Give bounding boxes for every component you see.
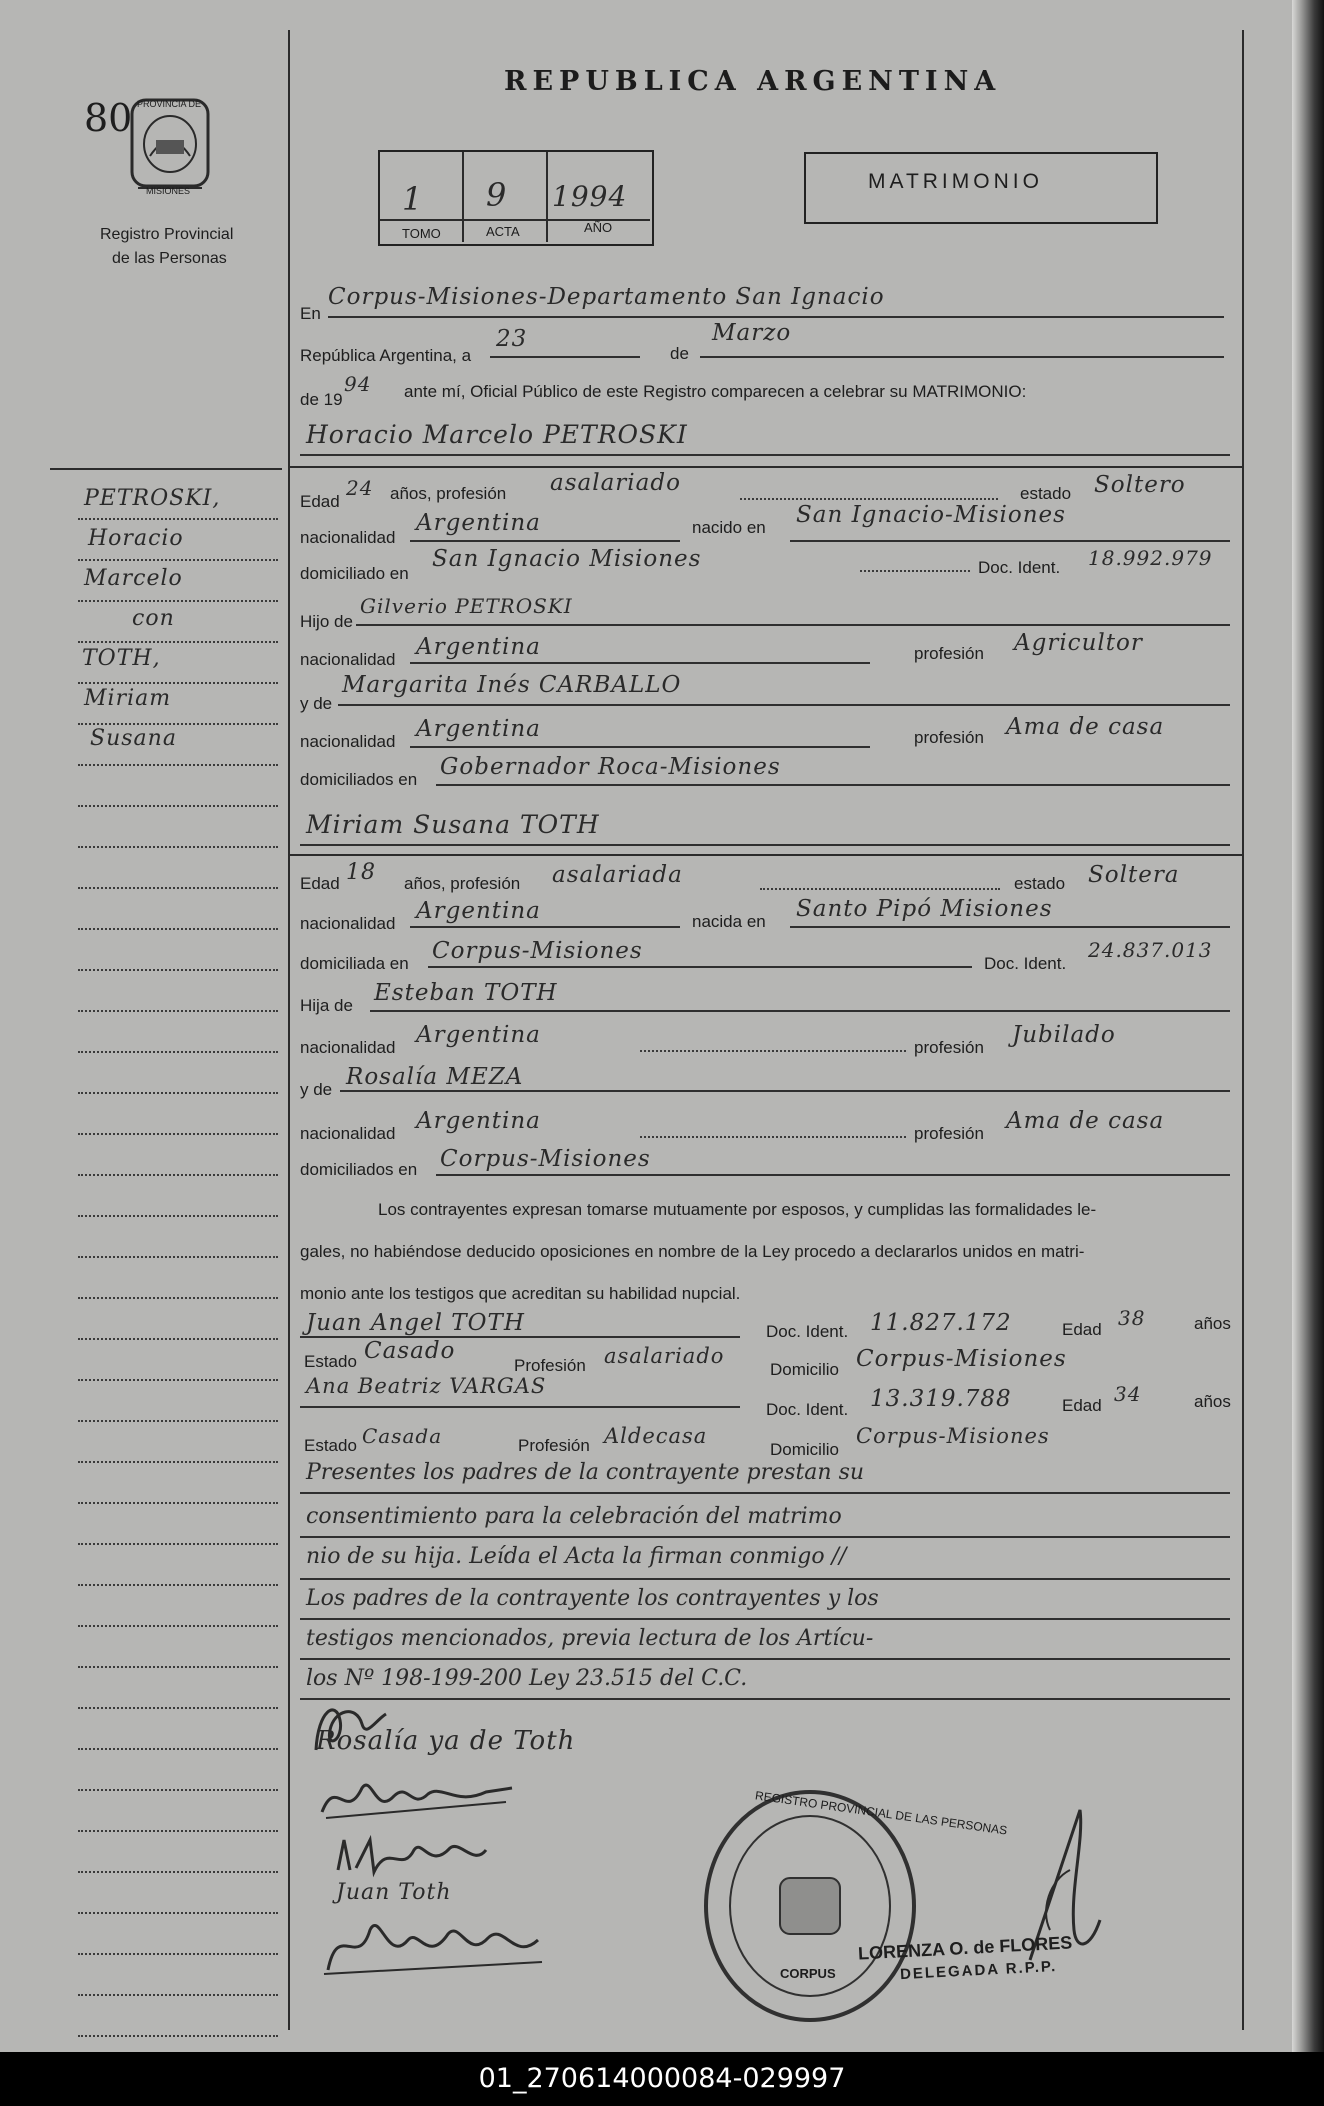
underline [410, 926, 680, 928]
underline [300, 454, 1230, 456]
groom-estado: Soltero [1094, 472, 1186, 498]
bride-mother-prof: Ama de casa [1006, 1108, 1165, 1134]
bride-mother: Rosalía MEZA [346, 1064, 524, 1090]
witness1-edad-label: Edad [1062, 1320, 1102, 1339]
groom-nacionalidad: Argentina [416, 510, 541, 536]
bride-father-prof-label: profesión [914, 1038, 984, 1057]
groom-mother-nac: Argentina [416, 716, 541, 742]
bride-profesion-label: años, profesión [404, 874, 521, 893]
margin-name-1: PETROSKI, [84, 486, 221, 511]
dotted-fill [640, 1136, 906, 1138]
declaration-line1: Los contrayentes expresan tomarse mutuamente por esposos, y cumplidas las formalidades le- [378, 1200, 1097, 1219]
signature-3-icon [316, 1766, 516, 1830]
tomo-label: TOMO [402, 226, 441, 241]
groom-mother-nac-label: nacionalidad [300, 732, 396, 751]
bride-parents-dom-label: domiciliados en [300, 1160, 418, 1179]
declaration-line2: gales, no habiéndose deducido oposiciones en nombre de la Ley procedo a declararlos unidos en matri- [300, 1242, 1085, 1261]
note-line-2: consentimiento para la celebración del matrimo [306, 1504, 842, 1529]
dotted-fill [760, 888, 1000, 890]
margin-ruled-line [78, 1666, 278, 1668]
bride-father: Esteban TOTH [374, 980, 558, 1006]
bride-profesion: asalariada [552, 862, 683, 888]
margin-ruled-line [78, 1912, 278, 1914]
witness2-edad: 34 [1114, 1382, 1142, 1406]
underline [300, 1578, 1230, 1580]
footer-code: 01_270614000084-029997 [0, 2052, 1324, 2106]
bride-y-de-label: y de [300, 1080, 333, 1099]
underline [300, 1658, 1230, 1660]
witness2-doc-label: Doc. Ident. [766, 1400, 849, 1419]
margin-ruled-line [78, 682, 278, 684]
underline [300, 1618, 1230, 1620]
witness1-domicilio-label: Domicilio [770, 1360, 839, 1379]
groom-estado-label: estado [1020, 484, 1072, 503]
margin-name-6: Miriam [84, 686, 172, 711]
underline [300, 1698, 1230, 1700]
underline [300, 844, 1230, 846]
bride-doc: 24.837.013 [1088, 938, 1213, 962]
groom-nacido: San Ignacio-Misiones [796, 502, 1066, 528]
margin-ruled-line [78, 1748, 278, 1750]
stamp-officer-title: DELEGADA R.P.P. [899, 1957, 1058, 1984]
groom-mother-prof: Ama de casa [1006, 714, 1165, 740]
margin-ruled-line [78, 723, 278, 725]
section-divider [290, 854, 1242, 856]
box-divider [546, 152, 548, 242]
signature-6-icon [318, 1910, 548, 1980]
margin-ruled-line [78, 805, 278, 807]
groom-y-de-label: y de [300, 694, 333, 713]
witness2-edad-label: Edad [1062, 1396, 1102, 1415]
groom-parents-dom: Gobernador Roca-Misiones [440, 754, 781, 780]
margin-ruled-line [78, 1625, 278, 1627]
witness1-profesion: asalariado [604, 1344, 725, 1368]
groom-father: Gilverio PETROSKI [360, 594, 573, 618]
groom-domicilio: San Ignacio Misiones [432, 546, 702, 572]
groom-mother: Margarita Inés CARBALLO [342, 672, 682, 698]
underline [410, 540, 680, 542]
margin-ruled-line [78, 1379, 278, 1381]
republic-label: República Argentina, a [300, 346, 472, 365]
underline [356, 624, 1230, 626]
stamp-officer-name: LORENZA O. de FLORES [857, 1932, 1073, 1964]
margin-name-2: Horacio [88, 526, 184, 551]
acta-label: ACTA [486, 224, 520, 239]
signature-5: Juan Toth [336, 1880, 452, 1905]
official-stamp-icon [700, 1786, 920, 2026]
bride-father-nac-label: nacionalidad [300, 1038, 396, 1057]
year-prefix: de 19 [300, 390, 343, 409]
underline [490, 356, 640, 358]
bride-father-nac: Argentina [416, 1022, 541, 1048]
note-line-4: Los padres de la contrayente los contrayentes y los [306, 1586, 879, 1611]
margin-ruled-line [78, 1420, 278, 1422]
witness1-doc: 11.827.172 [870, 1310, 1012, 1336]
dotted-fill [640, 1050, 906, 1052]
witness2-anos-label: años [1194, 1392, 1231, 1411]
underline [428, 966, 972, 968]
bride-estado: Soltera [1088, 862, 1180, 888]
groom-profesion-label: años, profesión [390, 484, 507, 503]
margin-ruled-line [78, 1174, 278, 1176]
ano-label: AÑO [584, 220, 613, 235]
groom-nac-label: nacionalidad [300, 528, 396, 547]
box-divider [462, 152, 464, 242]
margin-ruled-line [78, 1502, 278, 1504]
section-divider [290, 466, 1242, 468]
groom-father-prof: Agricultor [1014, 630, 1143, 656]
witness1-doc-label: Doc. Ident. [766, 1322, 849, 1341]
tomo-value: 1 [402, 180, 424, 218]
bride-mother-nac-label: nacionalidad [300, 1124, 396, 1143]
registry-line1: Registro Provincial [100, 226, 234, 243]
groom-doc-label: Doc. Ident. [978, 558, 1061, 577]
bride-edad: 18 [346, 860, 376, 885]
dotted-fill [860, 570, 970, 572]
margin-name-3: Marcelo [84, 566, 183, 591]
margin-ruled-line [78, 559, 278, 561]
book-binding [1292, 0, 1324, 2052]
margin-name-4: con [132, 606, 175, 631]
witness1-edad: 38 [1118, 1306, 1146, 1330]
margin-ruled-line [78, 1584, 278, 1586]
witness2-estado-label: Estado [304, 1436, 357, 1455]
margin-name-5: TOTH, [82, 646, 161, 671]
bride-edad-label: Edad [300, 874, 340, 893]
witness2-profesion: Aldecasa [604, 1424, 708, 1448]
groom-mother-prof-label: profesión [914, 728, 984, 747]
groom-father-nac-label: nacionalidad [300, 650, 396, 669]
margin-ruled-line [78, 1092, 278, 1094]
margin-ruled-line [78, 887, 278, 889]
note-line-1: Presentes los padres de la contrayente prestan su [306, 1460, 865, 1485]
bride-parents-dom: Corpus-Misiones [440, 1146, 651, 1172]
dotted-fill [740, 498, 998, 500]
margin-ruled-line [78, 518, 278, 520]
groom-full-name: Horacio Marcelo PETROSKI [306, 420, 688, 449]
bride-mother-nac: Argentina [416, 1108, 541, 1134]
margin-ruled-line [78, 1461, 278, 1463]
groom-edad-label: Edad [300, 492, 340, 511]
bride-hija-label: Hija de [300, 996, 353, 1015]
margin-ruled-line [78, 1871, 278, 1873]
bride-full-name: Miriam Susana TOTH [306, 810, 600, 839]
margin-divider [288, 30, 290, 2030]
witness1-estado-label: Estado [304, 1352, 357, 1371]
ceremony-place: Corpus-Misiones-Departamento San Ignacio [328, 284, 885, 310]
bride-nacida-label: nacida en [692, 912, 766, 931]
groom-doc: 18.992.979 [1088, 546, 1213, 570]
en-label: En [300, 304, 321, 323]
underline [436, 1174, 1230, 1176]
registry-line2: de las Personas [112, 250, 227, 267]
signature-2: Rosalía ya de Toth [316, 1726, 576, 1756]
underline [300, 1536, 1230, 1538]
margin-ruled-line [78, 1994, 278, 1996]
groom-nacido-label: nacido en [692, 518, 766, 537]
underline [300, 1406, 740, 1408]
witness1-domicilio: Corpus-Misiones [856, 1346, 1067, 1372]
seal-bottom-text: MISIONES [146, 186, 191, 196]
bride-estado-label: estado [1014, 874, 1066, 893]
underline [790, 926, 1230, 928]
country-title: REPUBLICA ARGENTINA [504, 66, 1002, 97]
record-type: MATRIMONIO [868, 170, 1043, 193]
margin-ruled-line [78, 1051, 278, 1053]
note-line-5: testigos mencionados, previa lectura de los Artícu- [306, 1626, 874, 1651]
bride-doc-label: Doc. Ident. [984, 954, 1067, 973]
margin-ruled-line [78, 600, 278, 602]
margin-name-7: Susana [90, 726, 177, 751]
margin-ruled-line [78, 1256, 278, 1258]
underline [370, 1010, 1230, 1012]
declaration-line3: monio ante los testigos que acreditan su habilidad nupcial. [300, 1284, 741, 1303]
bride-nacionalidad: Argentina [416, 898, 541, 924]
underline [410, 662, 870, 664]
margin-ruled-line [78, 1543, 278, 1545]
witness1-name: Juan Angel TOTH [306, 1310, 525, 1336]
acta-value: 9 [486, 176, 508, 214]
groom-parents-dom-label: domiciliados en [300, 770, 418, 789]
margin-ruled-line [78, 2035, 278, 2037]
underline [340, 1090, 1230, 1092]
underline [328, 316, 1224, 318]
margin-ruled-line [78, 1133, 278, 1135]
groom-edad: 24 [346, 476, 374, 500]
witness2-estado: Casada [362, 1424, 443, 1448]
seal-top-text: PROVINCIA DE [137, 99, 202, 109]
witness1-anos-label: años [1194, 1314, 1231, 1333]
bride-nac-label: nacionalidad [300, 914, 396, 933]
groom-father-nac: Argentina [416, 634, 541, 660]
witness1-estado: Casado [364, 1338, 456, 1364]
bride-dom-label: domiciliada en [300, 954, 409, 973]
margin-ruled-line [78, 1953, 278, 1955]
groom-dom-label: domiciliado en [300, 564, 409, 583]
officer-text: ante mí, Oficial Público de este Registro comparecen a celebrar su MATRIMONIO: [404, 382, 1027, 401]
margin-ruled-line [78, 1297, 278, 1299]
margin-ruled-line [78, 1215, 278, 1217]
witness2-domicilio-label: Domicilio [770, 1440, 839, 1459]
bride-nacida: Santo Pipó Misiones [796, 896, 1053, 922]
margin-divider-line [50, 468, 282, 470]
margin-ruled-line [78, 969, 278, 971]
underline [410, 746, 870, 748]
page-number: 80 [84, 96, 133, 140]
ceremony-month: Marzo [712, 320, 792, 346]
bride-mother-prof-label: profesión [914, 1124, 984, 1143]
witness1-profesion-label: Profesión [514, 1356, 586, 1375]
margin-ruled-line [78, 1338, 278, 1340]
stamp-ring-text: REGISTRO PROVINCIAL DE LAS PERSONAS [754, 1788, 1009, 1838]
bride-father-prof: Jubilado [1012, 1022, 1116, 1048]
year-suffix: 94 [344, 372, 372, 396]
underline [300, 1492, 1230, 1494]
groom-hijo-label: Hijo de [300, 612, 353, 631]
witness2-domicilio: Corpus-Misiones [856, 1424, 1050, 1448]
ano-value: 1994 [552, 180, 628, 213]
underline [338, 704, 1230, 706]
witness2-profesion-label: Profesión [518, 1436, 590, 1455]
witness2-doc: 13.319.788 [870, 1386, 1012, 1412]
margin-ruled-line [78, 764, 278, 766]
margin-ruled-line [78, 641, 278, 643]
witness2-name: Ana Beatriz VARGAS [306, 1374, 547, 1398]
underline [790, 540, 1230, 542]
groom-father-prof-label: profesión [914, 644, 984, 663]
margin-ruled-line [78, 1789, 278, 1791]
de-label: de [670, 344, 689, 363]
underline [436, 784, 1230, 786]
note-line-6: los Nº 198-199-200 Ley 23.515 del C.C. [306, 1666, 748, 1691]
stamp-place: CORPUS [780, 1966, 836, 1981]
margin-ruled-line [78, 928, 278, 930]
bride-domicilio: Corpus-Misiones [432, 938, 643, 964]
right-border [1242, 30, 1244, 2030]
margin-ruled-line [78, 1830, 278, 1832]
note-line-3: nio de su hija. Leída el Acta la firman conmigo // [306, 1544, 847, 1569]
margin-ruled-line [78, 1707, 278, 1709]
ceremony-day: 23 [496, 326, 528, 352]
underline [700, 356, 1224, 358]
groom-profesion: asalariado [550, 470, 681, 496]
margin-ruled-line [78, 846, 278, 848]
margin-ruled-line [78, 1010, 278, 1012]
